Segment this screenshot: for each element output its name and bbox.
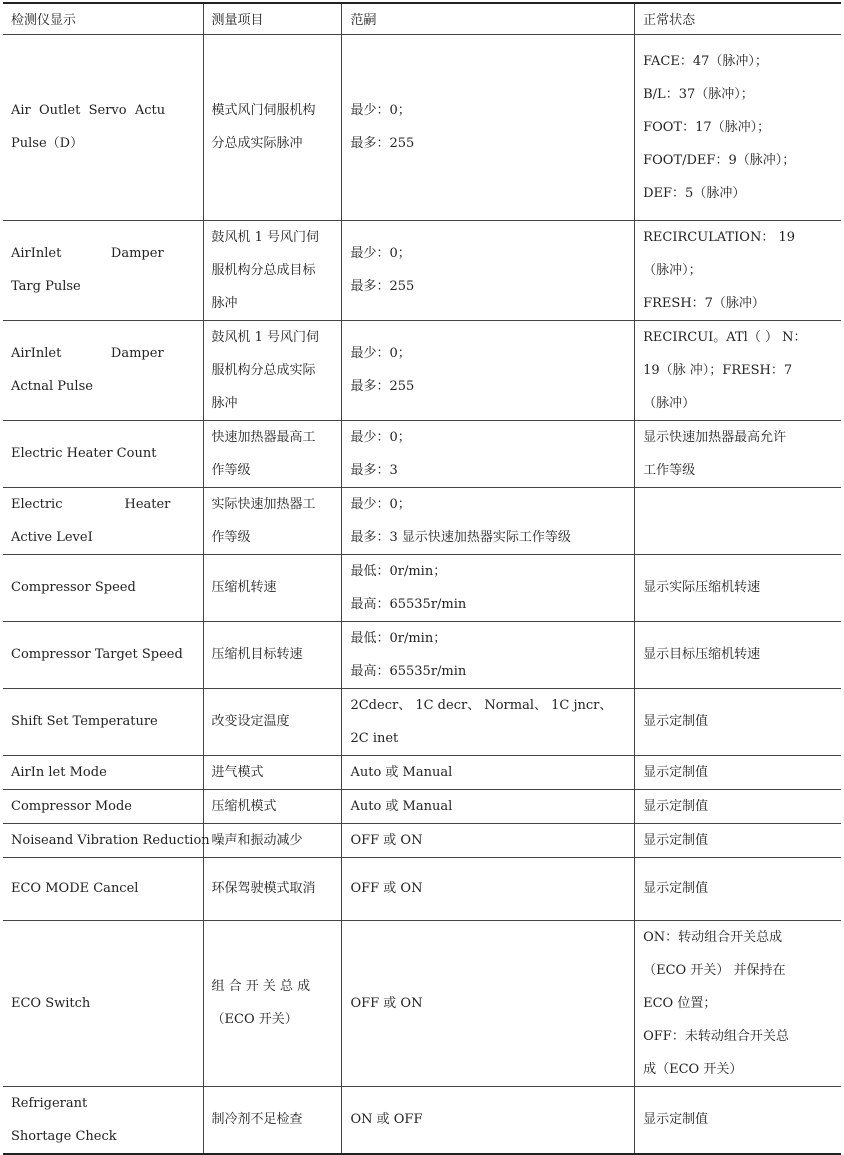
cell-line: ON 或 OFF bbox=[350, 1112, 423, 1127]
cell-line: 最少：0； bbox=[350, 346, 411, 361]
table-row bbox=[3, 857, 841, 920]
cell-range bbox=[342, 487, 635, 554]
cell-line: AirInlet Damper bbox=[11, 346, 164, 361]
cell-normal bbox=[635, 688, 841, 755]
cell-line: 最多：255 bbox=[350, 136, 415, 151]
cell-item bbox=[203, 621, 342, 688]
cell-line: 鼓风机 1 号风门伺 bbox=[211, 329, 320, 345]
cell-range bbox=[342, 621, 635, 688]
cell-line: RECIRCUI。ATl（ ） N： bbox=[643, 329, 807, 345]
cell-line: Auto 或 Manual bbox=[350, 798, 453, 814]
cell-line: 压缩机转速 bbox=[211, 580, 277, 595]
cell-line: Targ Pulse bbox=[11, 279, 81, 294]
cell-line: 显示定制值 bbox=[643, 798, 709, 814]
cell-line: 服机构分总成实际 bbox=[211, 362, 316, 378]
cell-line: 最多：255 bbox=[350, 279, 415, 294]
cell-item bbox=[203, 1086, 342, 1154]
cell-range bbox=[342, 34, 635, 220]
cell-display bbox=[3, 688, 203, 755]
cell-line: ECO 位置； bbox=[643, 995, 717, 1011]
cell-line: Auto 或 Manual bbox=[350, 764, 453, 780]
cell-line: 最多：255 bbox=[350, 379, 415, 394]
cell-range bbox=[342, 554, 635, 621]
cell-line: ECO MODE Cancel bbox=[11, 881, 139, 896]
cell-line: FOOT/DEF：9（脉冲）； bbox=[643, 152, 796, 168]
cell-item bbox=[203, 220, 342, 320]
cell-line: 最低：0r/min； bbox=[350, 630, 447, 646]
cell-line: Refrigerant bbox=[11, 1095, 88, 1111]
cell-normal bbox=[635, 621, 841, 688]
cell-display bbox=[3, 857, 203, 920]
table-row bbox=[3, 34, 841, 220]
cell-range bbox=[342, 755, 635, 789]
cell-range bbox=[342, 220, 635, 320]
cell-normal bbox=[635, 1086, 841, 1154]
header-display: 检测仪显示 bbox=[3, 3, 203, 34]
cell-line: OFF 或 ON bbox=[350, 995, 423, 1011]
cell-normal bbox=[635, 487, 841, 554]
cell-line: 2C inet bbox=[350, 730, 399, 746]
cell-normal bbox=[635, 320, 841, 420]
cell-line: Air Outlet Servo Actu bbox=[11, 103, 166, 118]
cell-item bbox=[203, 487, 342, 554]
cell-display bbox=[3, 420, 203, 487]
cell-line: 鼓风机 1 号风门伺 bbox=[211, 229, 320, 245]
cell-line: B/L：37（脉冲）； bbox=[643, 86, 754, 102]
table-row bbox=[3, 621, 841, 688]
cell-display bbox=[3, 1086, 203, 1154]
cell-item bbox=[203, 420, 342, 487]
cell-item bbox=[203, 34, 342, 220]
cell-range bbox=[342, 688, 635, 755]
cell-item bbox=[203, 688, 342, 755]
cell-line: Compressor Speed bbox=[11, 580, 136, 595]
cell-line: Actnal Pulse bbox=[11, 379, 93, 394]
cell-display bbox=[3, 920, 203, 1086]
cell-line: 显示目标压缩机转速 bbox=[643, 647, 761, 662]
table-row bbox=[3, 420, 841, 487]
cell-normal bbox=[635, 34, 841, 220]
cell-line: Noiseand Vibration Reduction bbox=[11, 832, 210, 848]
cell-line: 显示快速加热器最高允许 bbox=[643, 429, 787, 445]
cell-item bbox=[203, 920, 342, 1086]
cell-normal bbox=[635, 220, 841, 320]
cell-display bbox=[3, 554, 203, 621]
cell-line: （ECO 开关） bbox=[211, 1012, 298, 1027]
cell-normal bbox=[635, 755, 841, 789]
header-normal: 正常状态 bbox=[635, 3, 841, 34]
cell-line: （ECO 开关） 并保持在 bbox=[643, 962, 786, 978]
cell-line: 作等级 bbox=[211, 462, 251, 478]
cell-line: OFF 或 ON bbox=[350, 881, 423, 896]
cell-line: OFF 或 ON bbox=[350, 832, 423, 848]
cell-range bbox=[342, 857, 635, 920]
cell-range bbox=[342, 920, 635, 1086]
cell-line: 显示定制值 bbox=[643, 764, 709, 780]
cell-line: ECO Switch bbox=[11, 995, 91, 1011]
cell-line: 噪声和振动减少 bbox=[211, 832, 303, 848]
cell-range bbox=[342, 420, 635, 487]
header-range: 范嗣 bbox=[342, 3, 635, 34]
cell-normal bbox=[635, 857, 841, 920]
table-row bbox=[3, 823, 841, 857]
cell-line: 2Cdecr、 1C decr、 Normal、 1C jncr、 bbox=[350, 697, 613, 713]
cell-line: Electric Heater bbox=[11, 496, 171, 512]
table-row bbox=[3, 920, 841, 1086]
cell-line: 显示定制值 bbox=[643, 1112, 709, 1127]
table-row bbox=[3, 688, 841, 755]
cell-display bbox=[3, 823, 210, 857]
table-row bbox=[3, 554, 841, 621]
table-body bbox=[3, 34, 841, 1154]
cell-display bbox=[3, 320, 203, 420]
cell-display bbox=[3, 487, 203, 554]
cell-line: 最高：65535r/min bbox=[350, 596, 467, 612]
cell-line: Compressor Target Speed bbox=[11, 647, 183, 662]
cell-range bbox=[342, 1086, 635, 1154]
cell-line: 实际快速加热器工 bbox=[211, 496, 316, 512]
table-row bbox=[3, 1086, 841, 1154]
cell-display bbox=[3, 621, 203, 688]
cell-line: 脉冲 bbox=[211, 395, 238, 411]
cell-line: 最少：0； bbox=[350, 429, 411, 445]
cell-line: FACE：47（脉冲）； bbox=[643, 53, 768, 69]
cell-line: AirInlet Damper bbox=[11, 246, 164, 261]
cell-item bbox=[203, 823, 342, 857]
table-row bbox=[3, 320, 841, 420]
cell-normal bbox=[635, 420, 841, 487]
cell-line: 显示实际压缩机转速 bbox=[643, 580, 761, 595]
cell-line: Compressor Mode bbox=[11, 798, 132, 814]
cell-line: 模式风门伺服机构 bbox=[211, 103, 316, 118]
cell-display bbox=[3, 755, 203, 789]
cell-line: 最高：65535r/min bbox=[350, 663, 467, 679]
cell-line: 作等级 bbox=[211, 529, 251, 545]
cell-range bbox=[342, 789, 635, 823]
cell-range bbox=[342, 823, 635, 857]
table-row bbox=[3, 755, 841, 789]
cell-normal bbox=[635, 554, 841, 621]
cell-line: 分总成实际脉冲 bbox=[211, 136, 303, 151]
cell-normal bbox=[635, 920, 841, 1086]
cell-line: 显示定制值 bbox=[643, 714, 709, 729]
header-item: 测量项目 bbox=[203, 3, 342, 34]
cell-line: FRESH：7（脉冲） bbox=[643, 295, 765, 311]
cell-line: 最多：3 显示快速加热器实际工作等级 bbox=[350, 529, 571, 545]
cell-line: 最少：0； bbox=[350, 246, 411, 261]
cell-line: 压缩机模式 bbox=[211, 798, 277, 814]
cell-line: 最低：0r/min； bbox=[350, 563, 447, 579]
cell-line: Pulse（D） bbox=[11, 136, 84, 151]
cell-line: 进气模式 bbox=[211, 764, 264, 780]
table-row bbox=[3, 789, 841, 823]
cell-line: DEF：5（脉冲） bbox=[643, 185, 746, 201]
cell-line: 19（脉 冲）；FRESH：7 bbox=[643, 362, 793, 378]
cell-line: AirIn let Mode bbox=[11, 764, 107, 780]
cell-line: 环保驾驶模式取消 bbox=[211, 881, 316, 896]
cell-line: Electric Heater Count bbox=[11, 446, 157, 461]
cell-line: ON：转动组合开关总成 bbox=[643, 929, 783, 945]
cell-line: 制冷剂不足检查 bbox=[211, 1112, 303, 1127]
cell-line: （脉冲） bbox=[643, 395, 696, 411]
cell-line: 压缩机目标转速 bbox=[211, 647, 303, 662]
cell-line: RECIRCULATION： 19 bbox=[643, 229, 795, 245]
cell-display bbox=[3, 34, 203, 220]
cell-item bbox=[203, 554, 342, 621]
cell-line: 快速加热器最高工 bbox=[211, 429, 316, 445]
cell-line: 显示定制值 bbox=[643, 881, 709, 896]
cell-item bbox=[203, 320, 342, 420]
cell-item bbox=[203, 857, 342, 920]
cell-item bbox=[203, 789, 342, 823]
cell-display bbox=[3, 789, 203, 823]
cell-line: 最多：3 bbox=[350, 462, 398, 478]
cell-line: 改变设定温度 bbox=[211, 714, 290, 729]
cell-line: （脉冲）； bbox=[643, 262, 702, 278]
cell-display bbox=[3, 220, 203, 320]
cell-line: 组 合 开 关 总 成 bbox=[211, 979, 311, 994]
diagnostic-data-table bbox=[3, 2, 841, 1155]
cell-item bbox=[203, 755, 342, 789]
cell-line: Shortage Check bbox=[11, 1128, 117, 1144]
cell-line: 服机构分总成目标 bbox=[211, 262, 316, 278]
table-row bbox=[3, 487, 841, 554]
cell-line: 最少：0； bbox=[350, 496, 411, 512]
cell-line: 最少：0； bbox=[350, 103, 411, 118]
cell-line: Active LeveI bbox=[11, 529, 93, 545]
cell-line: 成（ECO 开关） bbox=[643, 1061, 743, 1077]
cell-line: 工作等级 bbox=[643, 462, 696, 478]
table-row bbox=[3, 220, 841, 320]
cell-line: 显示定制值 bbox=[643, 832, 709, 848]
cell-line: OFF：未转动组合开关总 bbox=[643, 1028, 789, 1044]
cell-normal bbox=[635, 789, 841, 823]
table-header-row bbox=[3, 3, 841, 34]
cell-range bbox=[342, 320, 635, 420]
cell-normal bbox=[635, 823, 841, 857]
cell-line: FOOT：17（脉冲）； bbox=[643, 119, 771, 135]
cell-line: Shift Set Temperature bbox=[11, 714, 158, 729]
cell-line: 脉冲 bbox=[211, 295, 238, 311]
